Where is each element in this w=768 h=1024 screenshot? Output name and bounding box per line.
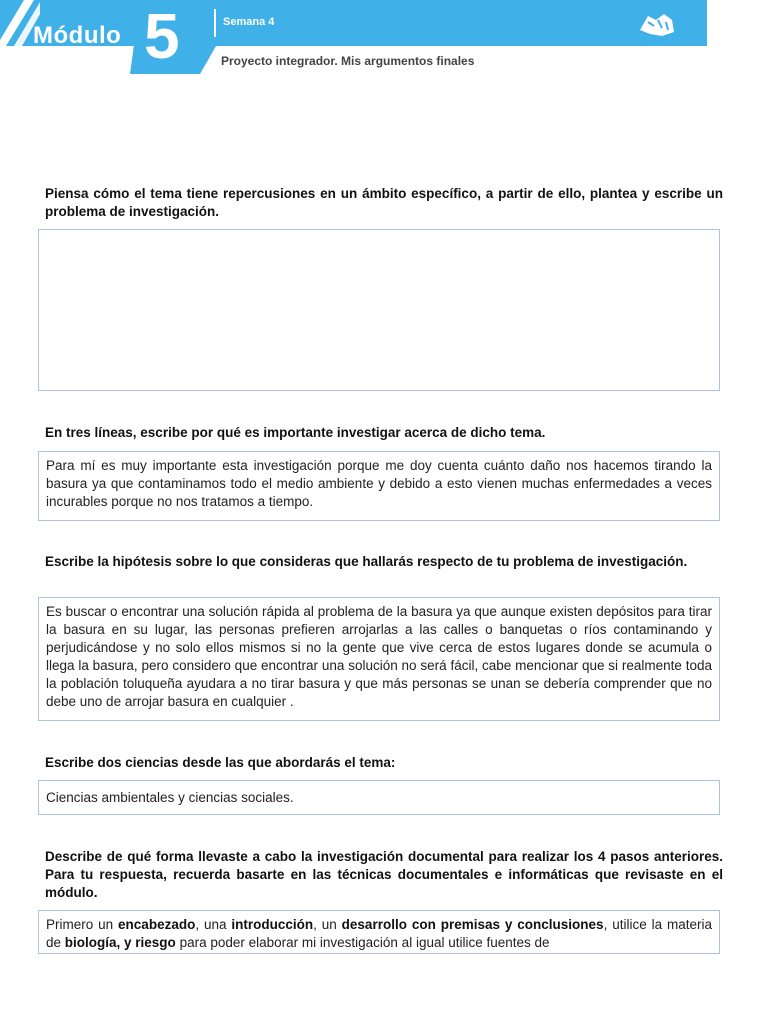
answer-documental-research[interactable] <box>38 910 720 954</box>
answer-importance[interactable]: Para mí es muy importante esta investigación porque me doy cuenta cuánto daño nos hacemos tirando la basura ya que contaminamos todo el medio ambiente y debido a esto vienen muchas enfermedades a veces incurables porque no nos tratamos a tiempo. <box>38 451 720 521</box>
answer-text: , un <box>313 917 342 932</box>
header-divider <box>214 9 216 37</box>
question-documental-research: Describe de qué forma llevaste a cabo la investigación documental para realizar los 4 pasos anteriores. Para tu respuesta, recuerda basarte en las técnicas documentales e informáticas que revisaste en el módulo. <box>45 849 723 900</box>
answer-bold-text: encabezado <box>118 917 196 932</box>
answer-bold-text: introducción <box>231 917 314 932</box>
answer-bold-text: biología, y riesgo <box>64 935 176 950</box>
week-label: Semana 4 <box>223 16 275 28</box>
module-label: Módulo <box>33 22 122 49</box>
institution-logo-icon <box>636 10 678 38</box>
answer-text: , una <box>195 917 232 932</box>
answer-text: , utilice la materia de <box>46 917 713 950</box>
module-number: 5 <box>144 0 180 72</box>
question-hypothesis: Escribe la hipótesis sobre lo que consideras que hallarás respecto de tu problema de investigación. <box>45 554 688 569</box>
answer-hypothesis[interactable]: Es buscar o encontrar una solución rápida al problema de la basura ya que aunque existen depósitos para tirar la basura en su lugar, las personas prefieren arrojarlas a las calles o banquetas o ríos contaminando y perjudicándose y no solo ellos mismos si no la gente que vive cerca de estos lugares donde se acumula o llega la basura, pero considero que encontrar una solución no será fácil, cabe mencionar que si realmente toda la población toluqueña ayudara a no tirar basura y que más personas se unan se debería comprender que no debe uno de arrojar basura en cualquier . <box>38 597 720 721</box>
answer-text: Primero un <box>46 917 119 932</box>
project-title: Proyecto integrador. Mis argumentos finales <box>221 54 475 68</box>
answer-text: para poder elaborar mi investigación al igual utilice fuentes de <box>175 935 550 950</box>
answer-bold-text: desarrollo con premisas y conclusiones <box>341 917 604 932</box>
question-importance: En tres líneas, escribe por qué es importante investigar acerca de dicho tema. <box>45 425 546 440</box>
answer-sciences[interactable]: Ciencias ambientales y ciencias sociales. <box>38 780 720 815</box>
question-sciences: Escribe dos ciencias desde las que abordarás el tema: <box>45 755 396 770</box>
answer-research-problem[interactable] <box>38 229 720 391</box>
question-research-problem: Piensa cómo el tema tiene repercusiones en un ámbito específico, a partir de ello, plantea y escribe un problema de investigación. <box>45 186 723 219</box>
